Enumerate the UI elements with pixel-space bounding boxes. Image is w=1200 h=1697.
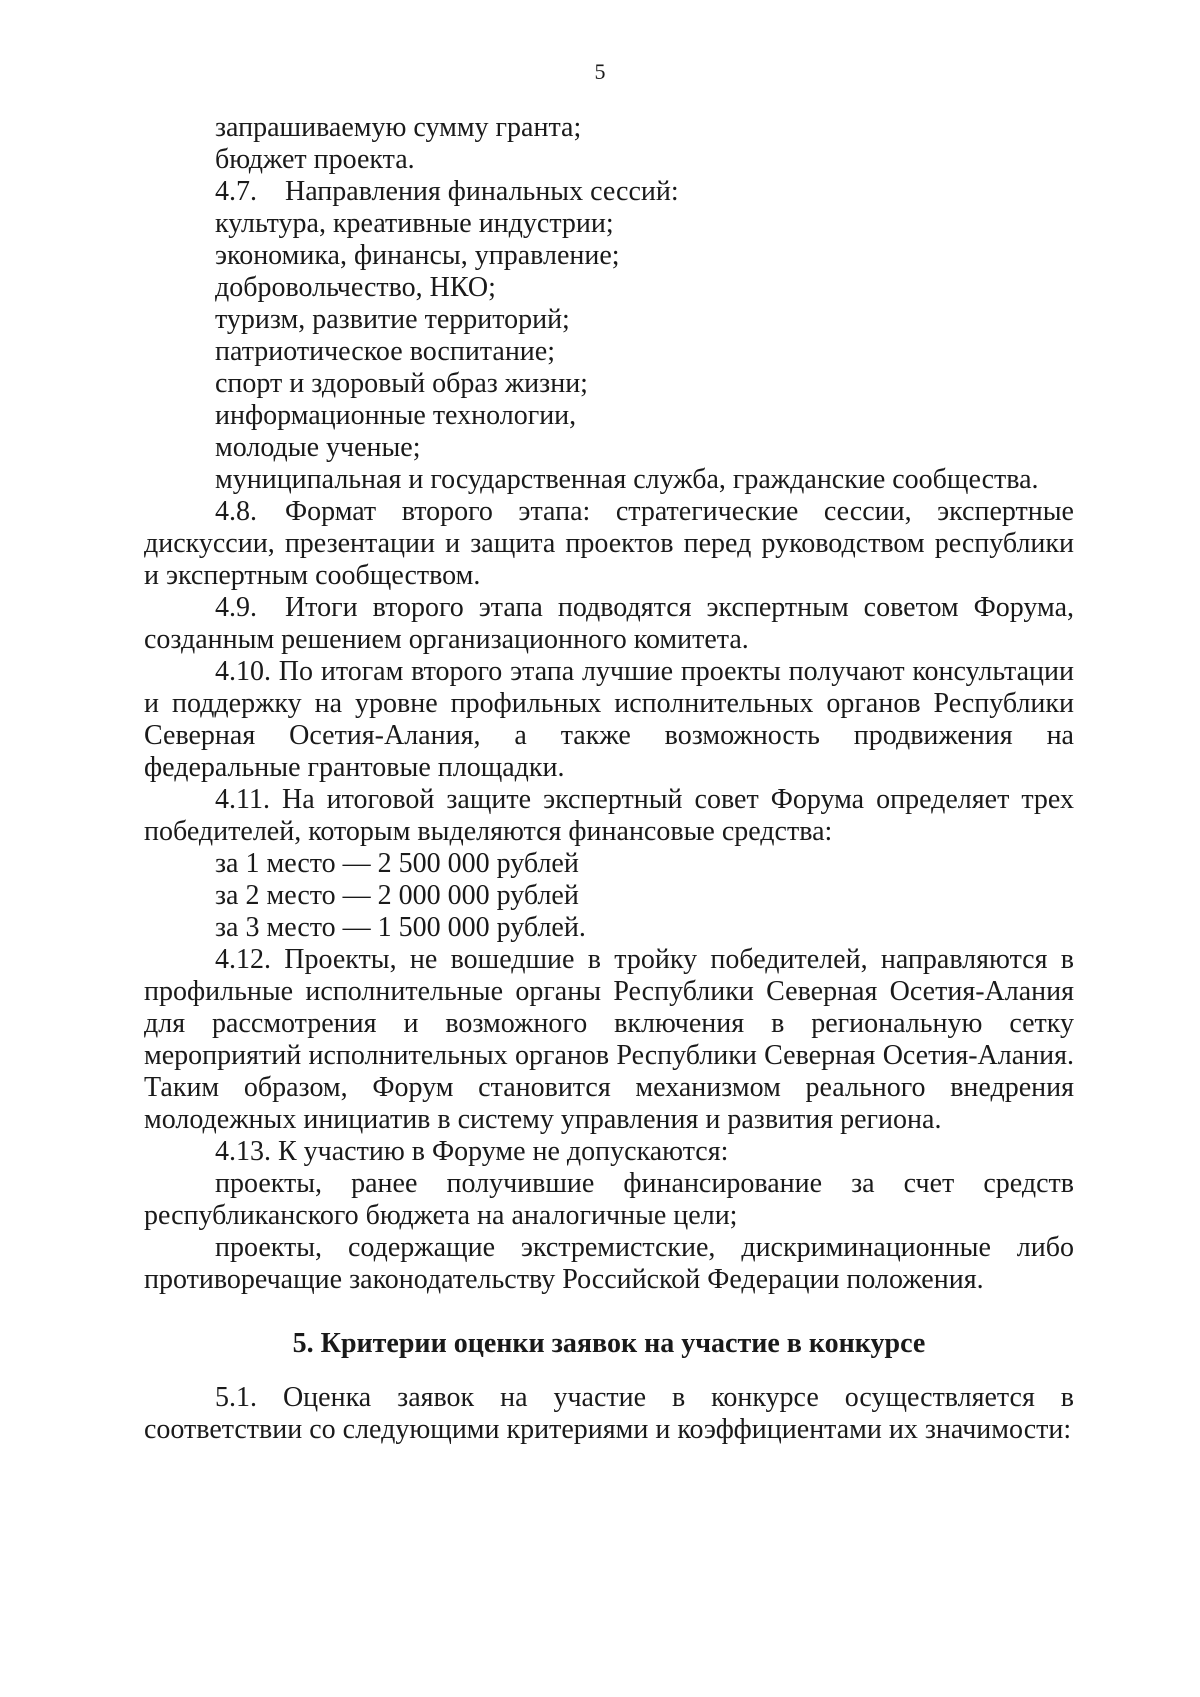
paragraph-text: Итоги второго этапа подводятся экспертным советом Форума, созданным решением организационного комитета. xyxy=(144,592,1074,655)
text-line: бюджет проекта. xyxy=(215,144,415,175)
page-number: 5 xyxy=(594,59,606,84)
paragraph-text: Формат второго этапа: стратегические сессии, экспертные дискуссии, презентации и защита проектов перед руководством республики и экспертным сообществом. xyxy=(144,496,1074,591)
paragraph-4-8 xyxy=(144,496,1074,592)
prize-item: за 3 место — 1 500 000 рублей. xyxy=(215,912,586,943)
document-body xyxy=(144,112,1074,1446)
text-line: запрашиваемую сумму гранта; xyxy=(215,112,582,143)
section-heading: 5. Критерии оценки заявок на участие в конкурсе xyxy=(292,1328,926,1359)
direction-item: спорт и здоровый образ жизни; xyxy=(215,368,588,399)
paragraph-number: 4.7. xyxy=(215,176,257,207)
direction-item: патриотическое воспитание; xyxy=(215,336,555,367)
direction-item: молодые ученые; xyxy=(215,432,421,463)
paragraph-text: Направления финальных сессий: xyxy=(285,176,679,207)
direction-item: туризм, развитие территорий; xyxy=(215,304,570,335)
paragraph-4-9 xyxy=(144,592,1074,656)
direction-item: экономика, финансы, управление; xyxy=(215,240,620,271)
prize-item: за 2 место — 2 000 000 рублей xyxy=(215,880,579,911)
direction-item: добровольчество, НКО; xyxy=(215,272,496,303)
paragraph-4-10: 4.10. По итогам второго этапа лучшие проекты получают консультации и поддержку на уровне профильных исполнительных органов Республики Северная Осетия-Алания, а также возможность продвижения на федеральные грантовые площадки. xyxy=(144,656,1074,783)
paragraph-4-13: 4.13. К участию в Форуме не допускаются: xyxy=(215,1136,729,1167)
prize-item: за 1 место — 2 500 000 рублей xyxy=(215,848,579,879)
paragraph-5-1: 5.1. Оценка заявок на участие в конкурсе осуществляется в соответствии со следующими критериями и коэффициентами их значимости: xyxy=(144,1382,1074,1445)
paragraph-number: 4.9. xyxy=(215,592,257,623)
direction-item: культура, креативные индустрии; xyxy=(215,208,614,239)
exclusion-item: проекты, ранее получившие финансирование за счет средств республиканского бюджета на аналогичные цели; xyxy=(144,1168,1074,1231)
exclusion-item: проекты, содержащие экстремистские, дискриминационные либо противоречащие законодательству Российской Федерации положения. xyxy=(144,1232,1074,1295)
paragraph-4-11: 4.11. На итоговой защите экспертный совет Форума определяет трех победителей, которым выделяются финансовые средства: xyxy=(144,784,1074,847)
paragraph-4-12: 4.12. Проекты, не вошедшие в тройку победителей, направляются в профильные исполнительные органы Республики Северная Осетия-Алания для рассмотрения и возможного включения в региональную сетку мероприятий исполнительных органов Республики Северная Осетия-Алания. Таким образом, Форум становится механизмом реального внедрения молодежных инициатив в систему управления и развития региона. xyxy=(144,944,1074,1135)
paragraph-4-7 xyxy=(144,176,1074,208)
paragraph-number: 4.8. xyxy=(215,496,257,527)
direction-item: муниципальная и государственная служба, гражданские сообщества. xyxy=(215,464,1039,495)
direction-item: информационные технологии, xyxy=(215,400,577,431)
